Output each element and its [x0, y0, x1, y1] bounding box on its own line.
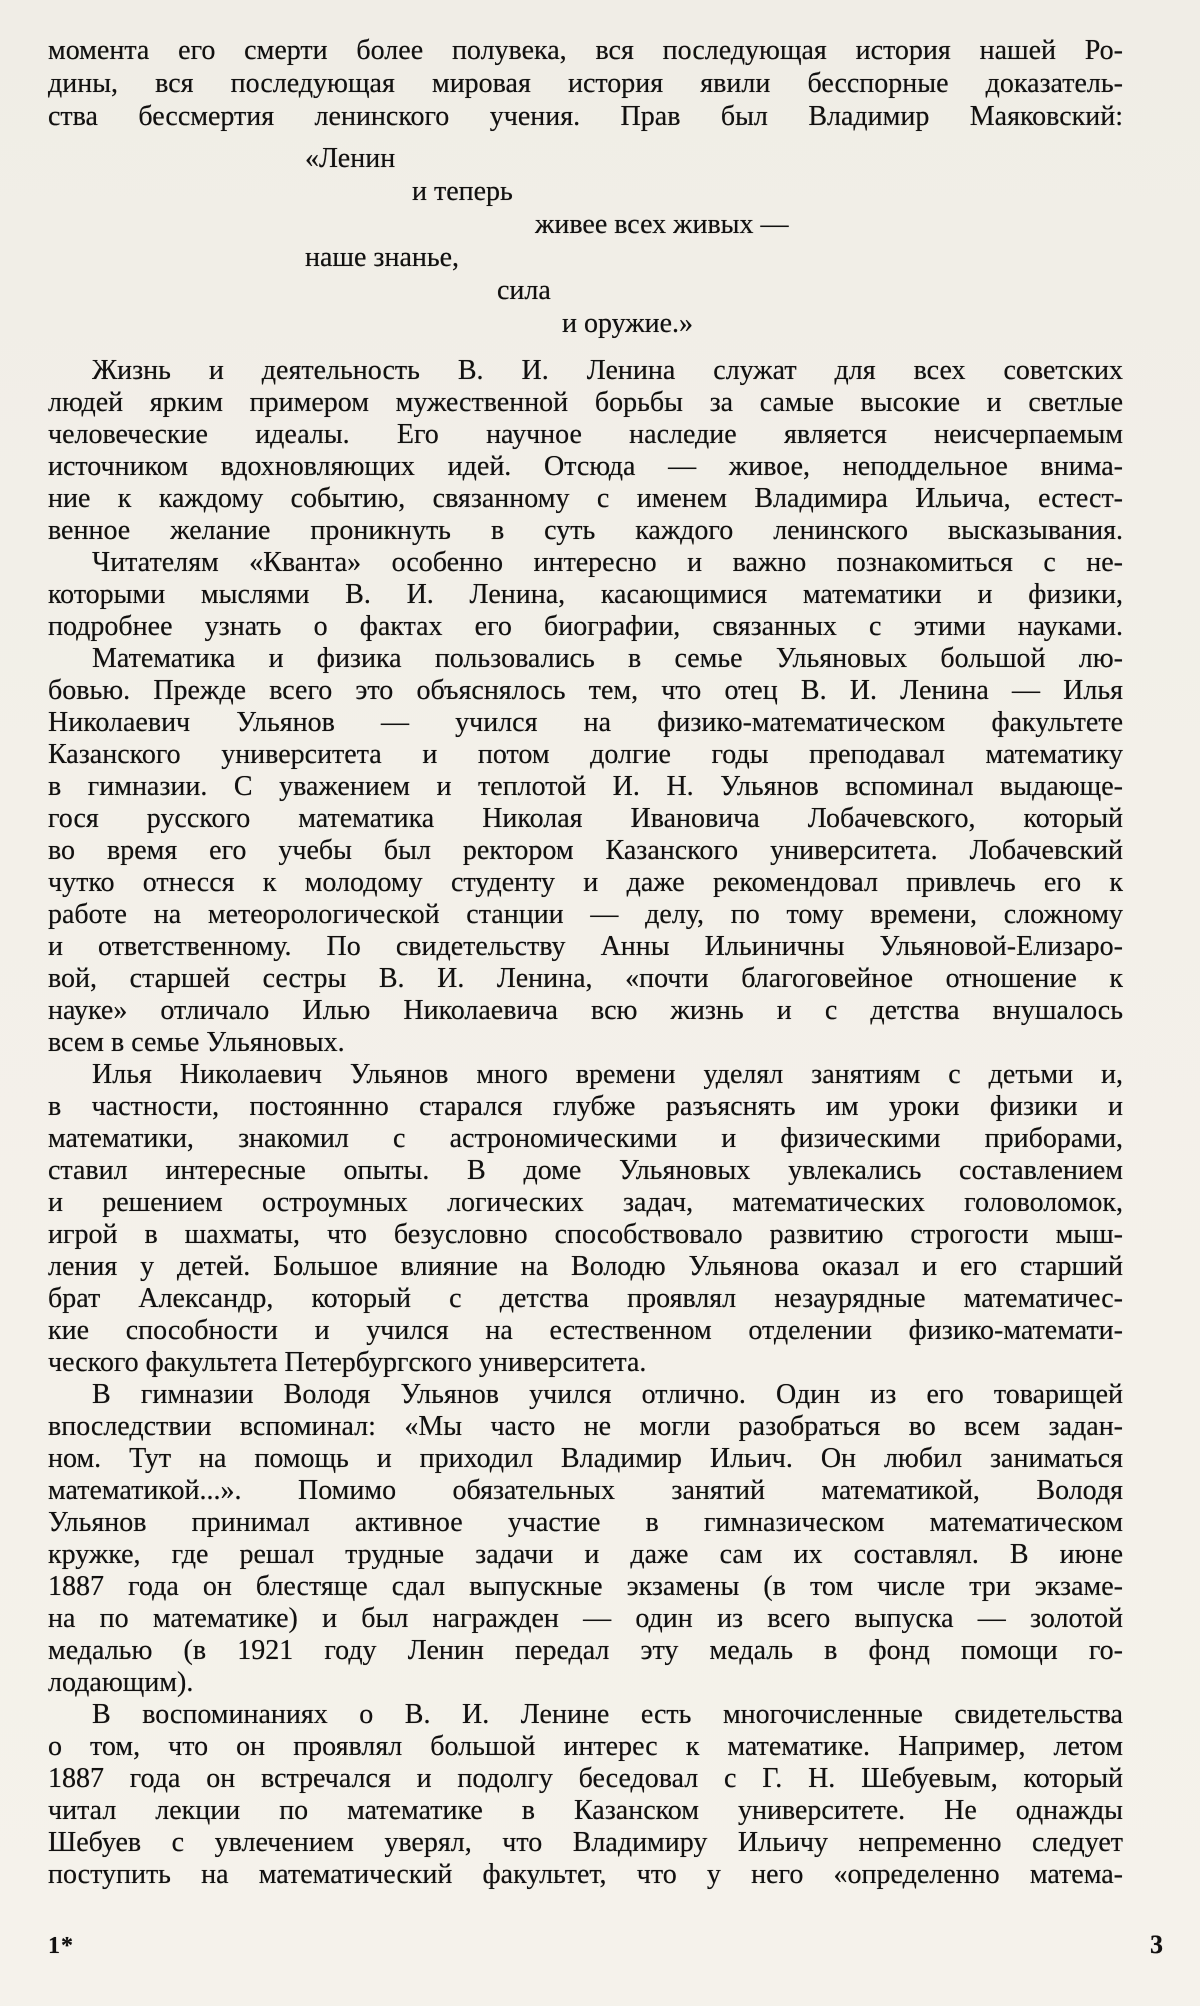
text-line: читал лекции по математике в Казанском университете. Не однажды	[48, 1795, 1123, 1826]
text-line: людей ярким примером мужественной борьбы за самые высокие и светлые	[48, 387, 1123, 418]
text-line: человеческие идеалы. Его научное наследие является неисчерпаемым	[48, 419, 1123, 450]
text-line: о том, что он проявлял большой интерес к математике. Например, летом	[48, 1731, 1123, 1762]
poem-line: «Ленин	[305, 143, 396, 174]
text-line: В воспоминаниях о В. И. Ленине есть многочисленные свидетельства	[92, 1699, 1123, 1730]
text-line: венное желание проникнуть в суть каждого ленинского высказывания.	[48, 515, 1123, 546]
text-line: кружке, где решал трудные задачи и даже сам их составлял. В июне	[48, 1539, 1123, 1570]
text-line: ном. Тут на помощь и приходил Владимир Ильич. Он любил заниматься	[48, 1443, 1123, 1474]
poem-quote	[48, 142, 1123, 340]
text-line: момента его смерти более полувека, вся последующая история нашей Ро-	[48, 35, 1123, 66]
text-line: Казанского университета и потом долгие годы преподавал математику	[48, 739, 1123, 770]
body-paragraph	[48, 1379, 1123, 1699]
text-line: брат Александр, который с детства проявлял незаурядные математичес-	[48, 1283, 1123, 1314]
text-line: во время его учебы был ректором Казанского университета. Лобачевский	[48, 835, 1123, 866]
text-line: В гимназии Володя Ульянов учился отлично. Один из его товарищей	[92, 1379, 1123, 1410]
text-line: дины, вся последующая мировая история явили бесспорные доказатель-	[48, 68, 1123, 99]
body-paragraph	[48, 355, 1123, 547]
text-line: чутко отнесся к молодому студенту и даже рекомендовал привлечь его к	[48, 867, 1123, 898]
text-line: кие способности и учился на естественном отделении физико-математи-	[48, 1315, 1123, 1346]
text-line: медалью (в 1921 году Ленин передал эту медаль в фонд помощи го-	[48, 1635, 1123, 1666]
text-line: математикой...». Помимо обязательных занятий математикой, Володя	[48, 1475, 1123, 1506]
text-line: 1887 года он встречался и подолгу беседовал с Г. Н. Шебуевым, который	[48, 1763, 1123, 1794]
text-column	[48, 34, 1123, 1891]
text-line: науке» отличало Илью Николаевича всю жизнь и с детства внушалось	[48, 995, 1123, 1026]
text-line: бовью. Прежде всего это объяснялось тем, что отец В. И. Ленина — Илья	[48, 675, 1123, 706]
text-line: в гимназии. С уважением и теплотой И. Н. Ульянов вспоминал выдающе-	[48, 771, 1123, 802]
body-paragraph	[48, 547, 1123, 643]
text-line: ства бессмертия ленинского учения. Прав был Владимир Маяковский:	[48, 101, 1123, 132]
text-line: Читателям «Кванта» особенно интересно и важно познакомиться с не-	[92, 547, 1123, 578]
opening-paragraph	[48, 34, 1123, 133]
text-line: впоследствии вспоминал: «Мы часто не могли разобраться во всем задан-	[48, 1411, 1123, 1442]
text-line: на по математике) и был награжден — один из всего выпуска — золотой	[48, 1603, 1123, 1634]
text-line: в частности, постояннно старался глубже разъяснять им уроки физики и	[48, 1091, 1123, 1122]
poem-line: сила	[497, 275, 551, 306]
text-line: Николаевич Ульянов — учился на физико-математическом факультете	[48, 707, 1123, 738]
poem-line: и оружие.»	[562, 308, 694, 339]
poem-line: и теперь	[412, 176, 513, 207]
text-line: ставил интересные опыты. В доме Ульяновых увлекались составлением	[48, 1155, 1123, 1186]
text-line: и решением остроумных логических задач, математических головоломок,	[48, 1187, 1123, 1218]
text-line: источником вдохновляющих идей. Отсюда — живое, неподдельное внима-	[48, 451, 1123, 482]
poem-line: наше знанье,	[305, 242, 460, 273]
text-line: работе на метеорологической станции — делу, по тому времени, сложному	[48, 899, 1123, 930]
text-line: лодающим).	[48, 1667, 194, 1698]
text-line: математики, знакомил с астрономическими и физическими приборами,	[48, 1123, 1123, 1154]
page-number: 3	[1150, 1930, 1163, 1959]
text-line: Жизнь и деятельность В. И. Ленина служат для всех советских	[92, 355, 1123, 386]
text-line: ние к каждому событию, связанному с именем Владимира Ильича, естест-	[48, 483, 1123, 514]
text-line: которыми мыслями В. И. Ленина, касающимися математики и физики,	[48, 579, 1123, 610]
text-line: ления у детей. Большое влияние на Володю Ульянова оказал и его старший	[48, 1251, 1123, 1282]
poem-line: живее всех живых —	[535, 209, 789, 240]
body-paragraph	[48, 1699, 1123, 1891]
body-paragraph	[48, 1059, 1123, 1379]
text-line: ческого факультета Петербургского университета.	[48, 1347, 647, 1378]
text-line: гося русского математика Николая Ивановича Лобачевского, который	[48, 803, 1123, 834]
text-line: вой, старшей сестры В. И. Ленина, «почти благоговейное отношение к	[48, 963, 1123, 994]
text-line: Математика и физика пользовались в семье Ульяновых большой лю-	[92, 643, 1123, 674]
signature-mark: 1*	[48, 1933, 74, 1959]
text-line: подробнее узнать о фактах его биографии, связанных с этими науками.	[48, 611, 1123, 642]
text-line: и ответственному. По свидетельству Анны Ильиничны Ульяновой-Елизаро-	[48, 931, 1123, 962]
text-line: всем в семье Ульяновых.	[48, 1027, 345, 1058]
text-line: игрой в шахматы, что безусловно способствовало развитию строгости мыш-	[48, 1219, 1123, 1250]
text-line: Ульянов принимал активное участие в гимназическом математическом	[48, 1507, 1123, 1538]
text-line: 1887 года он блестяще сдал выпускные экзамены (в том числе три экзаме-	[48, 1571, 1123, 1602]
body-paragraph	[48, 643, 1123, 1059]
text-line: Илья Николаевич Ульянов много времени уделял занятиям с детьми и,	[92, 1059, 1123, 1090]
text-line: поступить на математический факультет, что у него «определенно матема-	[48, 1859, 1123, 1890]
body-text	[48, 355, 1123, 1891]
page-footer	[48, 1930, 1163, 1960]
text-line: Шебуев с увлечением уверял, что Владимиру Ильичу непременно следует	[48, 1827, 1123, 1858]
